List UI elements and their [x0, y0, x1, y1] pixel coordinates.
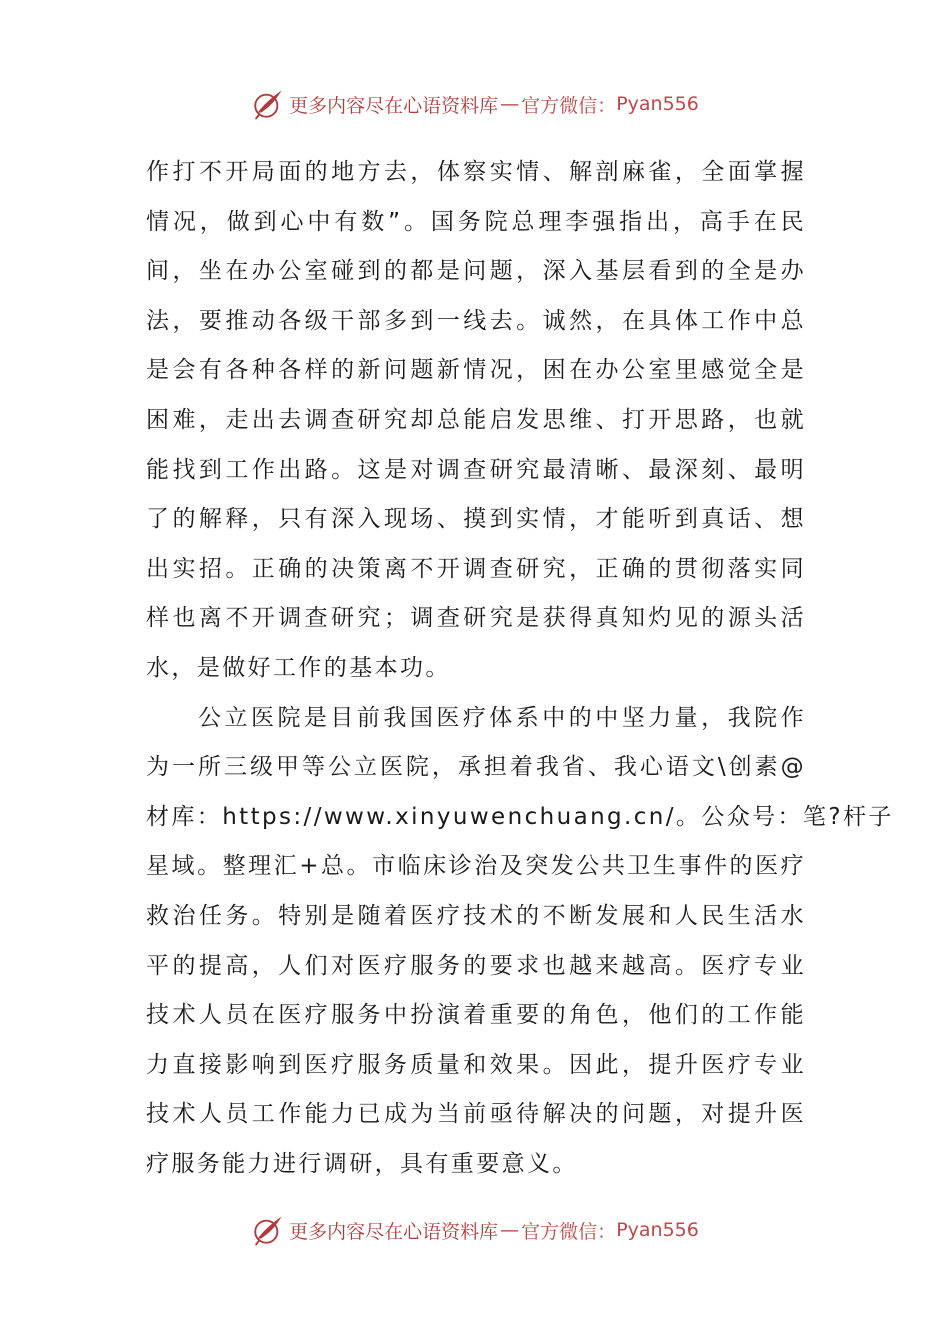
text-line: 平的提高，人们对医疗服务的要求也越来越高。医疗专业: [146, 952, 806, 979]
text-line: 公立医院是目前我国医疗体系中的中坚力量，我院作: [198, 704, 806, 731]
document-body: [146, 148, 894, 1189]
text-line: 星域。整理汇+总。市临床诊治及突发公共卫生事件的医疗: [146, 853, 806, 880]
text-line: 是会有各种各样的新问题新情况，困在办公室里感觉全是: [146, 357, 806, 384]
header-banner: [0, 84, 950, 124]
text-line: 间，坐在办公室碰到的都是问题，深入基层看到的全是办: [146, 258, 806, 285]
text-line: 样也离不开调查研究；调查研究是获得真知灼见的源头活: [146, 605, 806, 632]
text-line: 技术人员工作能力已成为当前亟待解决的问题，对提升医: [146, 1101, 806, 1128]
quill-pen-logo-icon: [251, 1213, 285, 1247]
text-line: 救治任务。特别是随着医疗技术的不断发展和人民生活水: [146, 902, 806, 929]
text-line: 困难，走出去调查研究却总能启发思维、打开思路，也就: [146, 406, 806, 433]
banner-official-label: 官方微信：: [521, 1220, 617, 1243]
text-line: 情况，做到心中有数”。国务院总理李强指出，高手在民: [146, 208, 806, 235]
text-line-with-url: 材库：https://www.xinyuwenchuang.cn/。公众号：笔?杆子: [146, 803, 894, 830]
text-line: 疗服务能力进行调研，具有重要意义。: [146, 1150, 578, 1177]
banner-wechat-id: Pyan556: [616, 93, 699, 115]
banner-main-text: 更多内容尽在心语资料库: [289, 94, 499, 117]
text-line: 能找到工作出路。这是对调查研究最清晰、最深刻、最明: [146, 456, 806, 483]
banner-official-label: 官方微信：: [521, 94, 617, 117]
banner-main-text: 更多内容尽在心语资料库: [289, 1220, 499, 1243]
banner-dash: —: [500, 1219, 520, 1241]
text-line: 了的解释，只有深入现场、摸到实情，才能听到真话、想: [146, 506, 806, 533]
text-line: 技术人员在医疗服务中扮演着重要的角色，他们的工作能: [146, 1002, 806, 1029]
text-line: 出实招。正确的决策离不开调查研究，正确的贯彻落实同: [146, 555, 806, 582]
text-line: 为一所三级甲等公立医院，承担着我省、我心语文\创素@: [146, 754, 806, 781]
text-line: 法，要推动各级干部多到一线去。诚然，在具体工作中总: [146, 307, 806, 334]
text-line: 水，是做好工作的基本功。: [146, 654, 451, 681]
text-line: 作打不开局面的地方去，体察实情、解剖麻雀，全面掌握: [146, 159, 806, 185]
text-line: 力直接影响到医疗服务质量和效果。因此，提升医疗专业: [146, 1051, 806, 1078]
quill-pen-logo-icon: [251, 87, 285, 121]
banner-dash: —: [500, 93, 520, 115]
footer-banner: [0, 1210, 950, 1250]
banner-wechat-id: Pyan556: [616, 1219, 699, 1241]
